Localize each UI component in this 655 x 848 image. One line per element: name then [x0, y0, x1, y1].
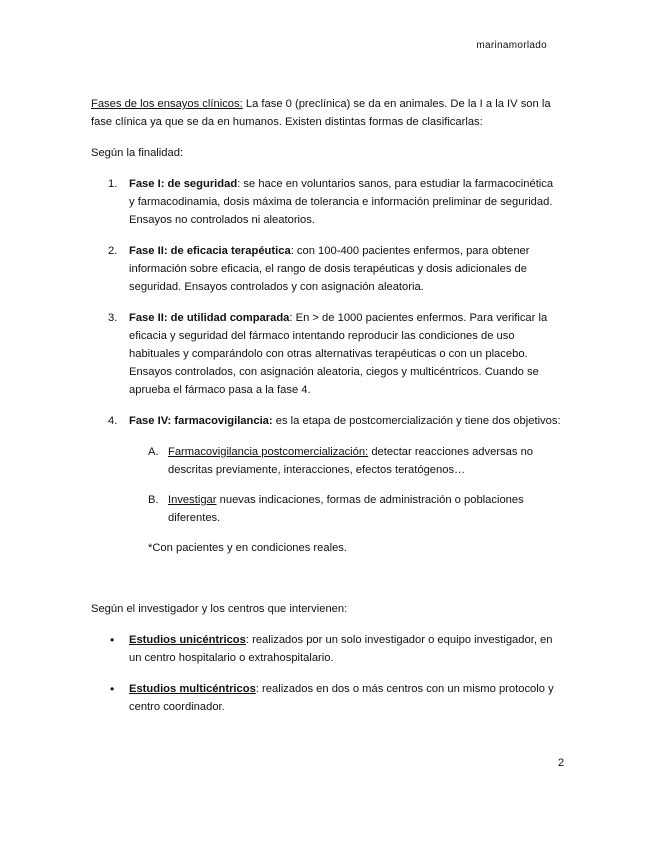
- phase-text: : En > de 1000 pacientes enfermos. Para verificar la eficacia y seguridad del fármaco intentando reproducir las condiciones de uso habituales y comparándolo con otras alternativas terapéuticas o con un placebo. Ensayos controlados, con asignación aleatoria, ciegos y multicéntricos. Cuando se aprueba el fármaco pasa a la fase 4.: [129, 312, 548, 396]
- section2-heading: Según el investigador y los centros que intervienen:: [91, 603, 348, 615]
- phase-number: 2.: [108, 245, 118, 257]
- study-text: : realizados por un solo investigador o equipo investigador, en un centro hospitalario o extrahospitalario.: [129, 634, 553, 664]
- study-item: [91, 680, 561, 716]
- intro-text: La fase 0 (preclínica) se da en animales. De la I a la IV son la fase clínica ya que se da en humanos. Existen distintas formas de clasificarlas:: [91, 98, 551, 128]
- phases-list: [91, 175, 561, 557]
- phase-title: Fase II: de eficacia terapéutica: [129, 245, 291, 257]
- phase-text: es la etapa de postcomercialización y tiene dos objetivos:: [272, 415, 561, 427]
- studies-list: [91, 631, 561, 716]
- phase-item: [91, 309, 561, 399]
- objective-letter: A.: [148, 446, 159, 458]
- phase-item: [91, 242, 561, 296]
- study-item: [91, 631, 561, 667]
- study-title: Estudios multicéntricos: [129, 683, 256, 695]
- phase-item: [91, 412, 561, 557]
- phase-title: Fase II: de utilidad comparada: [129, 312, 290, 324]
- phase-title: Fase I: de seguridad: [129, 178, 238, 190]
- bullet-icon: •: [110, 633, 115, 647]
- phase-item: [91, 175, 561, 229]
- phase-text: : con 100-400 pacientes enfermos, para obtener información sobre eficacia, el rango de dosis terapéuticas y dosis adicionales de seguridad. Ensayos controlados y con asignación aleatoria.: [129, 245, 530, 293]
- phase-iv-objectives: [129, 443, 561, 527]
- study-text: : realizados en dos o más centros con un mismo protocolo y centro coordinador.: [129, 683, 554, 713]
- section-spacer: [91, 570, 561, 600]
- objective-text: nuevas indicaciones, formas de administración o poblaciones diferentes.: [168, 494, 524, 524]
- objective-text: detectar reacciones adversas no descritas previamente, interacciones, efectos teratógenos…: [168, 446, 534, 476]
- phase-number: 3.: [108, 312, 118, 324]
- objective-item: [129, 443, 561, 479]
- phase-title: Fase IV: farmacovigilancia:: [129, 415, 273, 427]
- header-author: marinamorlado: [476, 40, 547, 51]
- section1-heading: Según la finalidad:: [91, 147, 184, 159]
- document-body: [91, 95, 561, 729]
- bullet-icon: •: [110, 682, 115, 696]
- intro-paragraph: [91, 95, 561, 131]
- phase-number: 1.: [108, 178, 118, 190]
- objective-item: [129, 491, 561, 527]
- study-title: Estudios unicéntricos: [129, 634, 246, 646]
- phase-number: 4.: [108, 415, 118, 427]
- intro-label: Fases de los ensayos clínicos:: [91, 98, 243, 110]
- objective-label: Investigar: [168, 494, 217, 506]
- phase-iv-note: *Con pacientes y en condiciones reales.: [148, 542, 348, 554]
- objective-letter: B.: [148, 494, 159, 506]
- phase-text: : se hace en voluntarios sanos, para estudiar la farmacocinética y farmacodinamia, dosis máxima de tolerancia e información preliminar de seguridad. Ensayos no controlados ni aleatorios.: [129, 178, 554, 226]
- objective-label: Farmacovigilancia postcomercialización:: [168, 446, 369, 458]
- page-number: 2: [558, 757, 565, 769]
